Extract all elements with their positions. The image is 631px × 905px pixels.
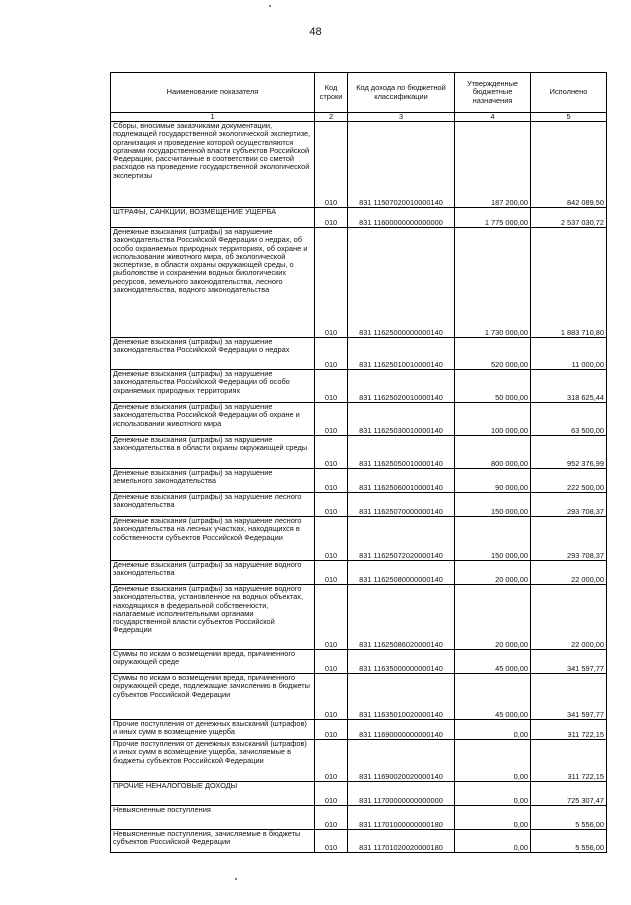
- row-name: Суммы по искам о возмещении вреда, причиненного окружающей среде: [111, 650, 315, 674]
- row-name: ПРОЧИЕ НЕНАЛОГОВЫЕ ДОХОДЫ: [111, 782, 315, 806]
- row-name: Невыясненные поступления, зачисляемые в бюджеты субъектов Российской Федерации: [111, 830, 315, 853]
- row-name: Денежные взыскания (штрафы) за нарушение законодательства в области охраны окружающей среды: [111, 436, 315, 469]
- row-name: ШТРАФЫ, САНКЦИИ, ВОЗМЕЩЕНИЕ УЩЕРБА: [111, 208, 315, 228]
- table-row: [111, 436, 607, 469]
- table-row: [111, 806, 607, 830]
- row-approved: 800 000,00: [455, 436, 531, 469]
- row-kbk: 831 11625050010000140: [348, 436, 455, 469]
- row-approved: 0,00: [455, 782, 531, 806]
- row-kbk: 831 11600000000000000: [348, 208, 455, 228]
- row-executed: 341 597,77: [531, 674, 607, 720]
- row-kbk: 831 11625000000000140: [348, 228, 455, 338]
- row-approved: 1 775 000,00: [455, 208, 531, 228]
- row-code: 010: [315, 436, 348, 469]
- revenue-table: [110, 72, 607, 853]
- row-executed: 293 708,37: [531, 517, 607, 561]
- page-number: 48: [309, 26, 322, 38]
- table-row: [111, 782, 607, 806]
- row-code: 010: [315, 806, 348, 830]
- row-approved: 0,00: [455, 806, 531, 830]
- row-executed: 1 883 710,80: [531, 228, 607, 338]
- header-kbk: Код дохода по бюджетной классификации: [348, 73, 455, 113]
- header-code: Код строки: [315, 73, 348, 113]
- row-approved: 20 000,00: [455, 585, 531, 650]
- row-approved: 187 200,00: [455, 122, 531, 208]
- row-name: Прочие поступления от денежных взысканий (штрафов) и иных сумм в возмещение ущерба: [111, 720, 315, 740]
- row-kbk: 831 11625070000000140: [348, 493, 455, 517]
- row-name: Денежные взыскания (штрафы) за нарушение лесного законодательства на лесных участках, находящихся в собственности субъектов Российской Федерации: [111, 517, 315, 561]
- row-executed: 5 556,00: [531, 806, 607, 830]
- row-kbk: 831 11625072020000140: [348, 517, 455, 561]
- row-code: 010: [315, 830, 348, 853]
- row-name: Денежные взыскания (штрафы) за нарушение водного законодательства, установленное на водных объектах, находящихся в федеральной собственности, налагаемые исполнительными органами государственной власти субъектов Российской Федерации: [111, 585, 315, 650]
- row-approved: 100 000,00: [455, 403, 531, 436]
- row-executed: 22 000,00: [531, 585, 607, 650]
- row-name: Суммы по искам о возмещении вреда, причиненного окружающей среде, подлежащие зачислению в бюджеты субъектов Российской Федерации: [111, 674, 315, 720]
- row-name: Денежные взыскания (штрафы) за нарушение законодательства Российской Федерации о недрах: [111, 338, 315, 370]
- row-code: 010: [315, 561, 348, 585]
- column-index: 4: [455, 113, 531, 122]
- table-row: [111, 740, 607, 782]
- row-code: 010: [315, 517, 348, 561]
- row-code: 010: [315, 585, 348, 650]
- row-name: Невыясненные поступления: [111, 806, 315, 830]
- row-approved: 150 000,00: [455, 517, 531, 561]
- table-row: [111, 830, 607, 853]
- row-code: 010: [315, 674, 348, 720]
- header-name: Наименование показателя: [111, 73, 315, 113]
- row-name: Денежные взыскания (штрафы) за нарушение земельного законодательства: [111, 469, 315, 493]
- row-name: Прочие поступления от денежных взысканий (штрафов) и иных сумм в возмещение ущерба, зачисляемые в бюджеты субъектов Российской Федерации: [111, 740, 315, 782]
- row-code: 010: [315, 740, 348, 782]
- table-body: [111, 122, 607, 853]
- row-executed: 952 376,99: [531, 436, 607, 469]
- row-approved: 50 000,00: [455, 370, 531, 403]
- row-kbk: 831 11635010020000140: [348, 674, 455, 720]
- header-executed: Исполнено: [531, 73, 607, 113]
- column-index: 1: [111, 113, 315, 122]
- row-executed: 222 500,00: [531, 469, 607, 493]
- row-executed: 311 722,15: [531, 720, 607, 740]
- row-code: 010: [315, 338, 348, 370]
- row-executed: 311 722,15: [531, 740, 607, 782]
- row-approved: 520 000,00: [455, 338, 531, 370]
- row-approved: 90 000,00: [455, 469, 531, 493]
- table-row: [111, 585, 607, 650]
- scan-speck: [269, 5, 271, 7]
- row-approved: 0,00: [455, 720, 531, 740]
- table-row: [111, 720, 607, 740]
- row-code: 010: [315, 650, 348, 674]
- table-row: [111, 122, 607, 208]
- table-row: [111, 208, 607, 228]
- row-kbk: 831 11700000000000000: [348, 782, 455, 806]
- row-executed: 5 556,00: [531, 830, 607, 853]
- row-approved: 20 000,00: [455, 561, 531, 585]
- column-index: 2: [315, 113, 348, 122]
- row-kbk: 831 11635000000000140: [348, 650, 455, 674]
- row-executed: 22 000,00: [531, 561, 607, 585]
- row-executed: 2 537 030,72: [531, 208, 607, 228]
- row-executed: 318 625,44: [531, 370, 607, 403]
- row-kbk: 831 11701000000000180: [348, 806, 455, 830]
- row-kbk: 831 11625086020000140: [348, 585, 455, 650]
- row-executed: 341 597,77: [531, 650, 607, 674]
- row-name: Денежные взыскания (штрафы) за нарушение законодательства Российской Федерации об особо охраняемых природных территориях: [111, 370, 315, 403]
- row-name: Денежные взыскания (штрафы) за нарушение водного законодательства: [111, 561, 315, 585]
- column-index: 5: [531, 113, 607, 122]
- table-row: [111, 493, 607, 517]
- row-code: 010: [315, 720, 348, 740]
- row-kbk: 831 11625060010000140: [348, 469, 455, 493]
- row-code: 010: [315, 370, 348, 403]
- table-row: [111, 517, 607, 561]
- row-executed: 63 500,00: [531, 403, 607, 436]
- column-index: 3: [348, 113, 455, 122]
- row-name: Денежные взыскания (штрафы) за нарушение законодательства Российской Федерации об охране и использовании животного мира: [111, 403, 315, 436]
- row-executed: 725 307,47: [531, 782, 607, 806]
- table-row: [111, 403, 607, 436]
- header-row: [111, 73, 607, 113]
- scan-speck: [235, 878, 237, 880]
- row-code: 010: [315, 403, 348, 436]
- row-executed: 293 708,37: [531, 493, 607, 517]
- table-row: [111, 674, 607, 720]
- row-code: 010: [315, 782, 348, 806]
- row-approved: 45 000,00: [455, 674, 531, 720]
- row-executed: 11 000,00: [531, 338, 607, 370]
- row-name: Денежные взыскания (штрафы) за нарушение законодательства Российской Федерации о недрах, об особо охраняемых природных территориях, об охране и использовании животного мира, об экологической экспертизе, в области охраны окружающей среды, о рыболовстве и сохранении водных биологических ресурсов, земельного законодательства, лесного законодательства, водного законодательства: [111, 228, 315, 338]
- row-kbk: 831 11507020010000140: [348, 122, 455, 208]
- table-row: [111, 469, 607, 493]
- row-code: 010: [315, 228, 348, 338]
- row-approved: 45 000,00: [455, 650, 531, 674]
- row-kbk: 831 11625010010000140: [348, 338, 455, 370]
- table-header: [111, 73, 607, 122]
- row-approved: 150 000,00: [455, 493, 531, 517]
- row-kbk: 831 11701020020000180: [348, 830, 455, 853]
- row-code: 010: [315, 493, 348, 517]
- table-row: [111, 338, 607, 370]
- row-kbk: 831 11625030010000140: [348, 403, 455, 436]
- table-row: [111, 561, 607, 585]
- row-approved: 0,00: [455, 740, 531, 782]
- row-code: 010: [315, 469, 348, 493]
- row-approved: 0,00: [455, 830, 531, 853]
- row-code: 010: [315, 208, 348, 228]
- table-row: [111, 650, 607, 674]
- row-approved: 1 730 000,00: [455, 228, 531, 338]
- row-kbk: 831 11625020010000140: [348, 370, 455, 403]
- row-code: 010: [315, 122, 348, 208]
- header-approved: Утвержденные бюджетные назначения: [455, 73, 531, 113]
- row-kbk: 831 11690020020000140: [348, 740, 455, 782]
- row-kbk: 831 11690000000000140: [348, 720, 455, 740]
- row-name: Сборы, вносимые заказчиками документации, подлежащей государственной экологической экспертизе, организация и проведение которой осуществляются органами государственной власти субъектов Российской Федерации, рассчитанные в соответствии со сметой расходов на проведение государственной экологической экспертизы: [111, 122, 315, 208]
- row-executed: 842 089,50: [531, 122, 607, 208]
- row-name: Денежные взыскания (штрафы) за нарушение лесного законодательства: [111, 493, 315, 517]
- table-row: [111, 370, 607, 403]
- table-row: [111, 228, 607, 338]
- row-kbk: 831 11625080000000140: [348, 561, 455, 585]
